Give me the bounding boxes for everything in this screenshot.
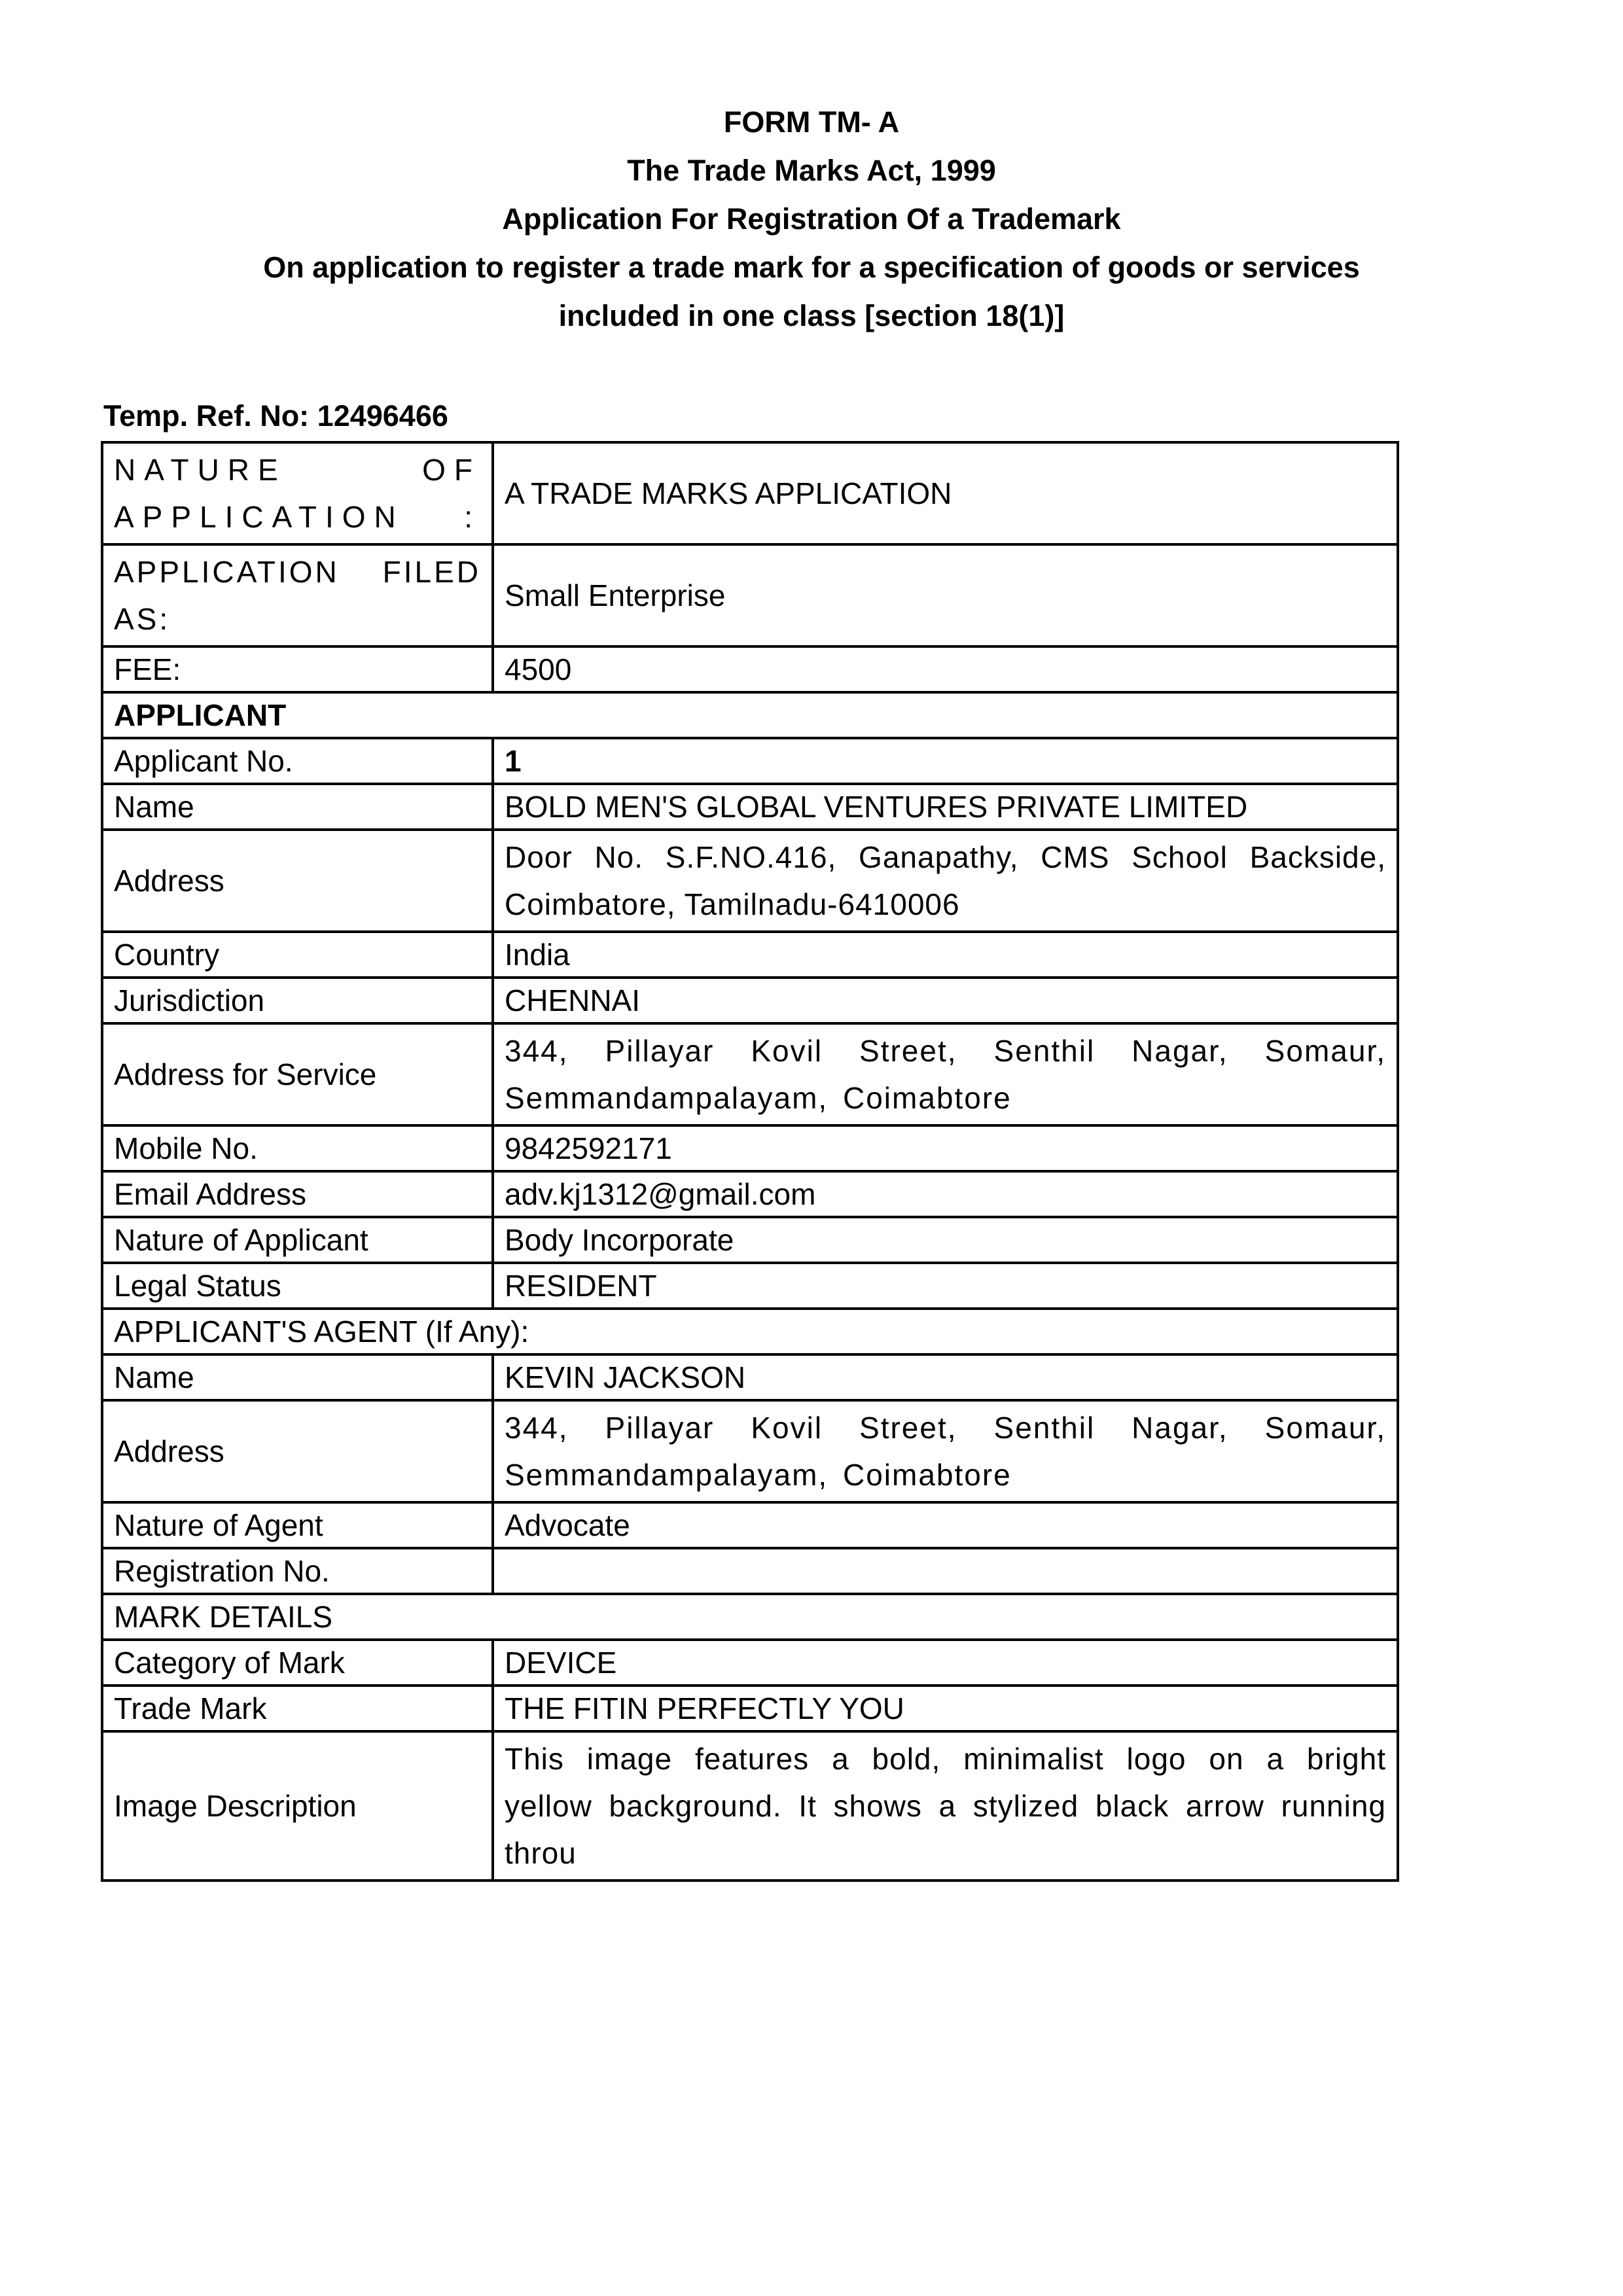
row-applicant-section xyxy=(102,692,1398,738)
registration-no-label: Registration No. xyxy=(102,1548,493,1594)
legal-status-value: RESIDENT xyxy=(493,1263,1398,1309)
jurisdiction-label: Jurisdiction xyxy=(102,978,493,1023)
fee-value: 4500 xyxy=(493,646,1398,692)
row-trade-mark xyxy=(102,1686,1398,1731)
legal-status-label: Legal Status xyxy=(102,1263,493,1309)
application-table xyxy=(101,441,1399,1882)
nature-of-applicant-value: Body Incorporate xyxy=(493,1217,1398,1263)
row-applicant-no xyxy=(102,738,1398,784)
row-nature-of-applicant xyxy=(102,1217,1398,1263)
jurisdiction-value: CHENNAI xyxy=(493,978,1398,1023)
row-application-filed-as xyxy=(102,544,1398,646)
applicant-no-label: Applicant No. xyxy=(102,738,493,784)
applicant-name-label: Name xyxy=(102,784,493,830)
row-address-for-service xyxy=(102,1023,1398,1125)
nature-of-application-value: A TRADE MARKS APPLICATION xyxy=(493,442,1398,544)
fee-label: FEE: xyxy=(102,646,493,692)
image-description-label: Image Description xyxy=(102,1731,493,1881)
mark-details-section-header: MARK DETAILS xyxy=(102,1594,1398,1640)
row-email-address xyxy=(102,1171,1398,1217)
row-registration-no xyxy=(102,1548,1398,1594)
mobile-no-label: Mobile No. xyxy=(102,1125,493,1171)
application-title: Application For Registration Of a Trademark xyxy=(502,202,1121,236)
trade-mark-label: Trade Mark xyxy=(102,1686,493,1731)
applicant-name-value: BOLD MEN'S GLOBAL VENTURES PRIVATE LIMITED xyxy=(493,784,1398,830)
agent-name-value: KEVIN JACKSON xyxy=(493,1354,1398,1400)
row-applicant-name xyxy=(102,784,1398,830)
form-title: FORM TM- A xyxy=(723,105,900,139)
application-filed-as-value: Small Enterprise xyxy=(493,544,1398,646)
row-category-of-mark xyxy=(102,1640,1398,1686)
row-country xyxy=(102,932,1398,978)
applicant-no-value: 1 xyxy=(493,738,1398,784)
act-title: The Trade Marks Act, 1999 xyxy=(627,154,996,187)
agent-name-label: Name xyxy=(102,1354,493,1400)
nature-of-application-label: NATURE OF APPLICATION : xyxy=(102,442,493,544)
row-agent-address xyxy=(102,1400,1398,1502)
form-header xyxy=(0,0,1623,340)
agent-section-header: APPLICANT'S AGENT (If Any): xyxy=(102,1309,1398,1354)
category-of-mark-label: Category of Mark xyxy=(102,1640,493,1686)
row-nature-of-agent xyxy=(102,1502,1398,1548)
row-legal-status xyxy=(102,1263,1398,1309)
row-jurisdiction xyxy=(102,978,1398,1023)
image-description-value: This image features a bold, minimalist logo on a bright yellow background. It shows a stylized black arrow running throu xyxy=(493,1731,1398,1881)
nature-of-applicant-label: Nature of Applicant xyxy=(102,1217,493,1263)
category-of-mark-value: DEVICE xyxy=(493,1640,1398,1686)
applicant-address-label: Address xyxy=(102,830,493,932)
agent-address-value: 344, Pillayar Kovil Street, Senthil Nagar, Somaur, Semmandampalayam, Coimabtore xyxy=(493,1400,1398,1502)
address-for-service-value: 344, Pillayar Kovil Street, Senthil Nagar, Somaur, Semmandampalayam, Coimabtore xyxy=(493,1023,1398,1125)
temp-ref-number: Temp. Ref. No: 12496466 xyxy=(103,399,448,433)
trade-mark-value: THE FITIN PERFECTLY YOU xyxy=(493,1686,1398,1731)
application-filed-as-label: APPLICATION FILED AS: xyxy=(102,544,493,646)
registration-no-value xyxy=(493,1548,1398,1594)
country-label: Country xyxy=(102,932,493,978)
row-applicant-address xyxy=(102,830,1398,932)
application-subtitle-line2: included in one class [section 18(1)] xyxy=(558,299,1065,332)
row-mobile-no xyxy=(102,1125,1398,1171)
applicant-address-value: Door No. S.F.NO.416, Ganapathy, CMS School Backside, Coimbatore, Tamilnadu-6410006 xyxy=(493,830,1398,932)
row-image-description xyxy=(102,1731,1398,1881)
address-for-service-label: Address for Service xyxy=(102,1023,493,1125)
country-value: India xyxy=(493,932,1398,978)
application-subtitle-line1: On application to register a trade mark for a specification of goods or services xyxy=(263,251,1360,284)
agent-address-label: Address xyxy=(102,1400,493,1502)
row-nature-of-application xyxy=(102,442,1398,544)
nature-of-agent-label: Nature of Agent xyxy=(102,1502,493,1548)
row-agent-section xyxy=(102,1309,1398,1354)
email-address-value: adv.kj1312@gmail.com xyxy=(493,1171,1398,1217)
applicant-section-header: APPLICANT xyxy=(102,692,1398,738)
nature-of-agent-value: Advocate xyxy=(493,1502,1398,1548)
row-fee xyxy=(102,646,1398,692)
row-agent-name xyxy=(102,1354,1398,1400)
row-mark-details-section xyxy=(102,1594,1398,1640)
mobile-no-value: 9842592171 xyxy=(493,1125,1398,1171)
email-address-label: Email Address xyxy=(102,1171,493,1217)
